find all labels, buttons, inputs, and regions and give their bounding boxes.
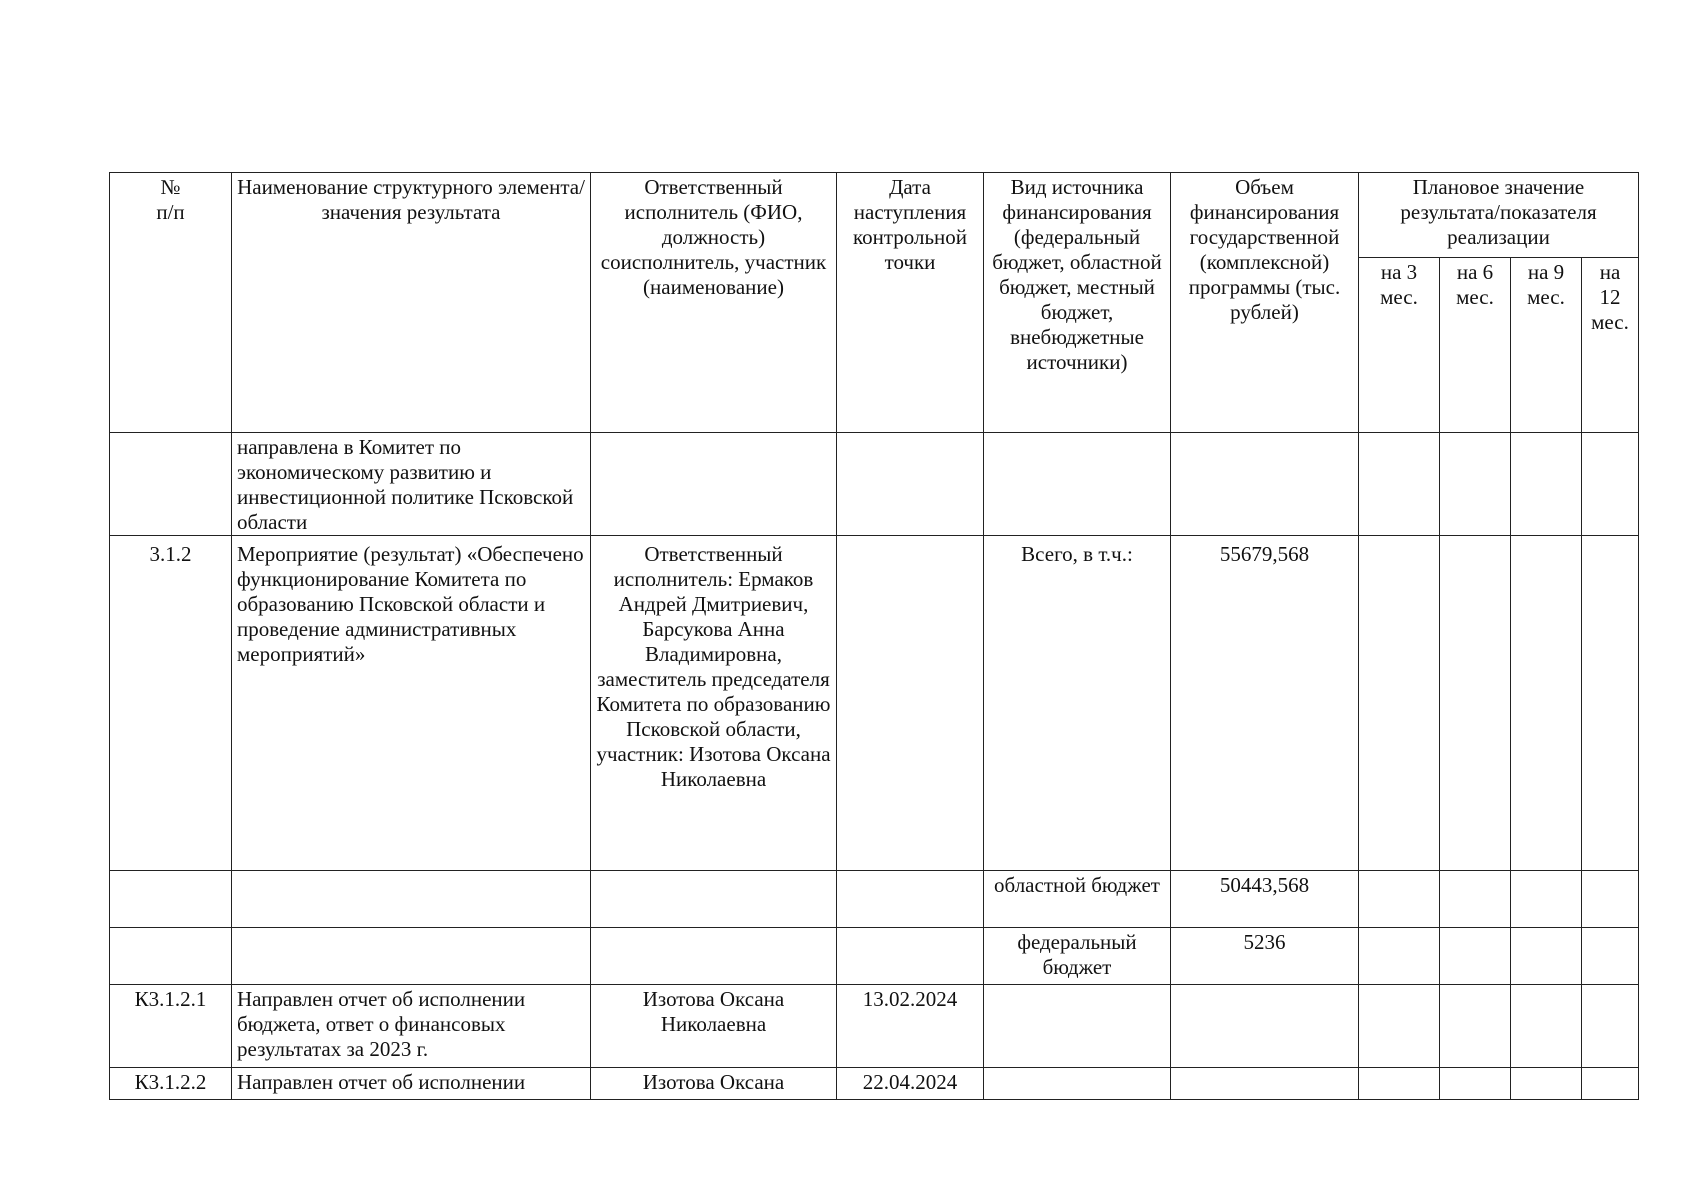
row-plan-m3 xyxy=(1359,871,1440,928)
row-volume xyxy=(1171,1068,1359,1100)
row-responsible xyxy=(591,928,837,985)
row-date: 22.04.2024 xyxy=(837,1068,984,1100)
row-plan-m3 xyxy=(1359,536,1440,871)
row-date xyxy=(837,536,984,871)
row-num xyxy=(110,871,232,928)
row-num: 3.1.2 xyxy=(110,536,232,871)
header-source: Вид источника финансирования (федеральный бюджет, областной бюджет, местный бюджет, внебюджетные источники) xyxy=(984,173,1171,433)
row-date: 13.02.2024 xyxy=(837,985,984,1068)
row-plan-m12 xyxy=(1582,536,1639,871)
row-plan-m12 xyxy=(1582,985,1639,1068)
header-num: № п/п xyxy=(110,173,232,433)
row-source: областной бюджет xyxy=(984,871,1171,928)
row-num: К3.1.2.1 xyxy=(110,985,232,1068)
row-plan-m3 xyxy=(1359,985,1440,1068)
row-num xyxy=(110,928,232,985)
row-date xyxy=(837,871,984,928)
row-name xyxy=(232,871,591,928)
row-source: федеральный бюджет xyxy=(984,928,1171,985)
header-m9: на 9 мес. xyxy=(1511,258,1582,433)
row-plan-m6 xyxy=(1440,985,1511,1068)
row-plan-m6 xyxy=(1440,1068,1511,1100)
program-table xyxy=(109,172,1639,1100)
header-responsible: Ответственный исполнитель (ФИО, должность) соисполнитель, участник (наименование) xyxy=(591,173,837,433)
table-row xyxy=(110,536,1639,871)
row-name: Мероприятие (результат) «Обеспечено функционирование Комитета по образованию Псковской области и проведение административных мероприятий» xyxy=(232,536,591,871)
table-row xyxy=(110,985,1639,1068)
row-plan-m6 xyxy=(1440,536,1511,871)
row-name xyxy=(232,928,591,985)
row-plan-m6 xyxy=(1440,871,1511,928)
table-row xyxy=(110,1068,1639,1100)
header-name: Наименование структурного элемента/ значения результата xyxy=(232,173,591,433)
row-source xyxy=(984,1068,1171,1100)
row-num: К3.1.2.2 xyxy=(110,1068,232,1100)
row-plan-m9 xyxy=(1511,928,1582,985)
row-plan-m12 xyxy=(1582,433,1639,536)
row-plan-m12 xyxy=(1582,871,1639,928)
row-responsible: Изотова Оксана xyxy=(591,1068,837,1100)
table-row xyxy=(110,928,1639,985)
row-plan-m12 xyxy=(1582,928,1639,985)
header-plan: Плановое значение результата/показателя реализации xyxy=(1359,173,1639,258)
row-plan-m12 xyxy=(1582,1068,1639,1100)
row-responsible: Изотова Оксана Николаевна xyxy=(591,985,837,1068)
row-volume: 5236 xyxy=(1171,928,1359,985)
header-m3: на 3 мес. xyxy=(1359,258,1440,433)
row-date xyxy=(837,928,984,985)
row-plan-m9 xyxy=(1511,871,1582,928)
row-date xyxy=(837,433,984,536)
row-num xyxy=(110,433,232,536)
row-source: Всего, в т.ч.: xyxy=(984,536,1171,871)
row-volume xyxy=(1171,433,1359,536)
row-responsible xyxy=(591,871,837,928)
row-plan-m9 xyxy=(1511,433,1582,536)
row-name: Направлен отчет об исполнении xyxy=(232,1068,591,1100)
row-source xyxy=(984,433,1171,536)
table-row xyxy=(110,871,1639,928)
header-date: Дата наступления контрольной точки xyxy=(837,173,984,433)
row-plan-m3 xyxy=(1359,1068,1440,1100)
row-responsible: Ответственный исполнитель: Ермаков Андрей Дмитриевич, Барсукова Анна Владимировна, заместитель председателя Комитета по образованию Псковской области, участник: Изотова Оксана Николаевна xyxy=(591,536,837,871)
row-plan-m9 xyxy=(1511,1068,1582,1100)
row-volume: 55679,568 xyxy=(1171,536,1359,871)
header-m12: на 12 мес. xyxy=(1582,258,1639,433)
row-volume: 50443,568 xyxy=(1171,871,1359,928)
row-plan-m6 xyxy=(1440,928,1511,985)
row-plan-m3 xyxy=(1359,433,1440,536)
row-name: направлена в Комитет по экономическому развитию и инвестиционной политике Псковской области xyxy=(232,433,591,536)
header-m6: на 6 мес. xyxy=(1440,258,1511,433)
row-plan-m6 xyxy=(1440,433,1511,536)
row-plan-m9 xyxy=(1511,536,1582,871)
row-plan-m9 xyxy=(1511,985,1582,1068)
row-name: Направлен отчет об исполнении бюджета, ответ о финансовых результатах за 2023 г. xyxy=(232,985,591,1068)
row-source xyxy=(984,985,1171,1068)
row-volume xyxy=(1171,985,1359,1068)
table-row xyxy=(110,433,1639,536)
row-plan-m3 xyxy=(1359,928,1440,985)
row-responsible xyxy=(591,433,837,536)
header-volume: Объем финансирования государственной (комплексной) программы (тыс. рублей) xyxy=(1171,173,1359,433)
